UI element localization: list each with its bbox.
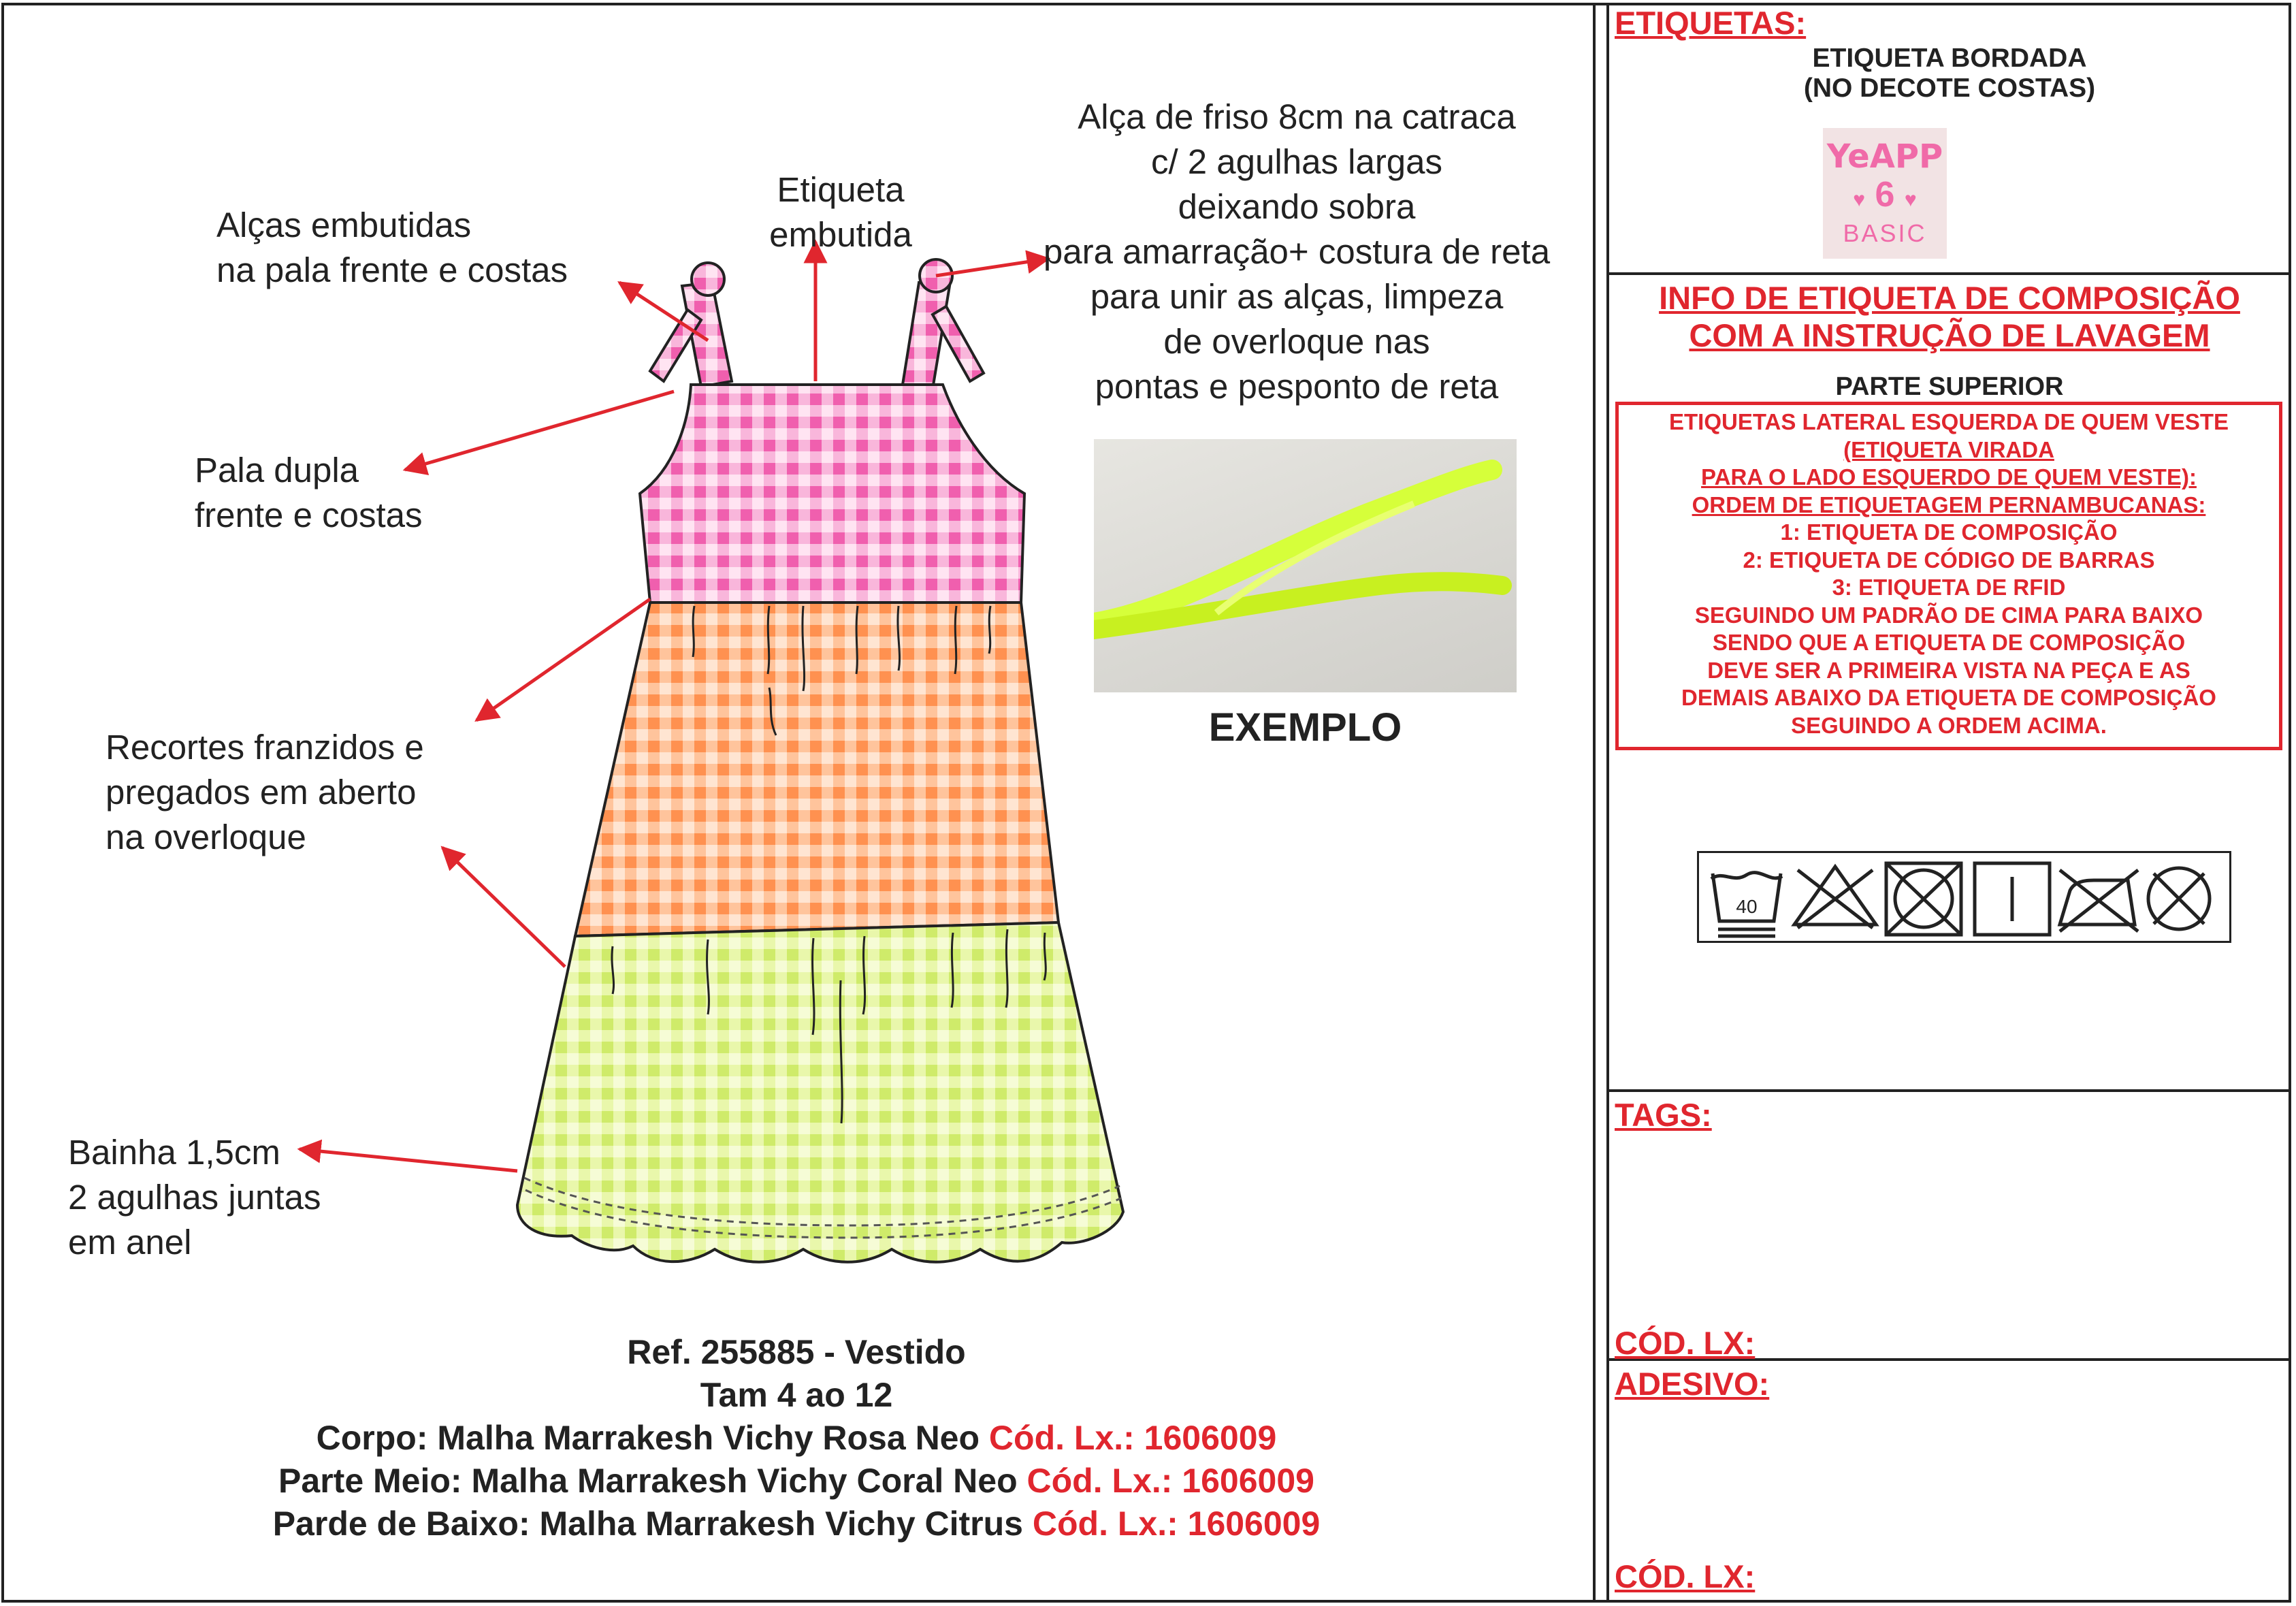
- note-alca-friso: Alça de friso 8cm na catraca c/ 2 agulhas largas deixando sobra para amarração+ costura de reta para unir as alças, limpeza de overloque nas pontas e pesponto de reta: [1043, 97, 1551, 406]
- bottom-tier: [517, 922, 1123, 1262]
- note-recortes: Recortes franzidos e pregados em aberto na overloque: [106, 728, 424, 856]
- note-etiqueta-embutida: Etiqueta embutida: [769, 170, 912, 254]
- strap-left: [650, 263, 732, 387]
- strap-example-photo: [1094, 439, 1517, 692]
- label-basic: BASIC: [1843, 219, 1927, 247]
- note-alcas-embutidas: Alças embutidas na pala frente e costas: [216, 206, 568, 289]
- cod-lx-tags: CÓD. LX:: [1615, 1325, 1756, 1361]
- fabric-baixo: Parde de Baixo: Malha Marrakesh Vichy Citrus Cód. Lx.: 1606009: [272, 1505, 1321, 1543]
- reference-block: [0, 1331, 1593, 1545]
- middle-tier: [575, 603, 1058, 936]
- wash-care-symbols: [1697, 851, 2231, 943]
- no-tumble-dry-icon: [1886, 863, 1961, 935]
- wash-symbols-drawing: [1699, 853, 2233, 945]
- no-dry-clean-icon: [2148, 868, 2210, 929]
- etiqueta-bordada: ETIQUETA BORDADA (NO DECOTE COSTAS): [1803, 44, 2096, 103]
- note-bainha: Bainha 1,5cm 2 agulhas juntas em anel: [68, 1133, 321, 1262]
- line-dry-icon: [1975, 863, 2050, 935]
- instructions-text: ETIQUETAS LATERAL ESQUERDA DE QUEM VESTE (ETIQUETA VIRADA PARA O LADO ESQUERDO DE QUEM VESTE): ORDEM DE ETIQUETAGEM PERNAMBUCANAS: 1: ETIQUETA DE COMPOSIÇÃO 2: ETIQUETA DE CÓDIGO DE BARRAS 3: ETIQUETA DE RFID SEGUINDO UM PADRÃO DE CIMA PARA BAIXO SENDO QUE A ETIQUETA DE COMPOSIÇÃO DEVE SER A PRIMEIRA VISTA NA PEÇA E AS DEMAIS ABAIXO DA ETIQUETA DE COMPOSIÇÃO SEGUINDO A ORDEM ACIMA.: [1668, 409, 2229, 738]
- tags-title: TAGS:: [1615, 1097, 1712, 1133]
- fabric-meio: Parte Meio: Malha Marrakesh Vichy Coral Neo Cód. Lx.: 1606009: [278, 1462, 1314, 1500]
- label-brand: YeAPP: [1826, 138, 1943, 176]
- embroidered-label: [1823, 128, 1947, 259]
- divider-tags: [1606, 1089, 2291, 1092]
- sidebar-divider-left: [1593, 3, 1596, 1603]
- strap-photo-drawing: [1094, 439, 1517, 692]
- heart-icon: ♥: [1904, 189, 1917, 211]
- strap-right: [903, 259, 984, 389]
- fabric-corpo: Corpo: Malha Marrakesh Vichy Rosa Neo Cód. Lx.: 1606009: [316, 1419, 1277, 1457]
- no-iron-icon: [2060, 870, 2138, 931]
- sidebar-divider-right: [1606, 3, 1609, 1603]
- size-line: Tam 4 ao 12: [700, 1376, 893, 1414]
- adesivo-title: ADESIVO:: [1615, 1366, 1770, 1402]
- divider-etiquetas: [1606, 272, 2291, 275]
- bodice-pala: [640, 385, 1024, 603]
- ref-line: Ref. 255885 - Vestido: [627, 1333, 966, 1371]
- wash-temp: 40: [1736, 896, 1758, 917]
- label-size: ♥ 6 ♥: [1853, 175, 1917, 214]
- heart-icon: ♥: [1853, 189, 1866, 211]
- no-bleach-icon: [1794, 867, 1876, 928]
- info-composicao-title: INFO DE ETIQUETA DE COMPOSIÇÃO COM A INSTRUÇÃO DE LAVAGEM: [1659, 280, 2240, 353]
- exemplo-caption: EXEMPLO: [1208, 705, 1402, 750]
- note-pala-dupla: Pala dupla frente e costas: [195, 451, 423, 534]
- parte-superior: PARTE SUPERIOR: [1835, 372, 2064, 401]
- cod-lx-adesivo: CÓD. LX:: [1615, 1558, 1756, 1594]
- etiquetas-title: ETIQUETAS:: [1615, 5, 1807, 41]
